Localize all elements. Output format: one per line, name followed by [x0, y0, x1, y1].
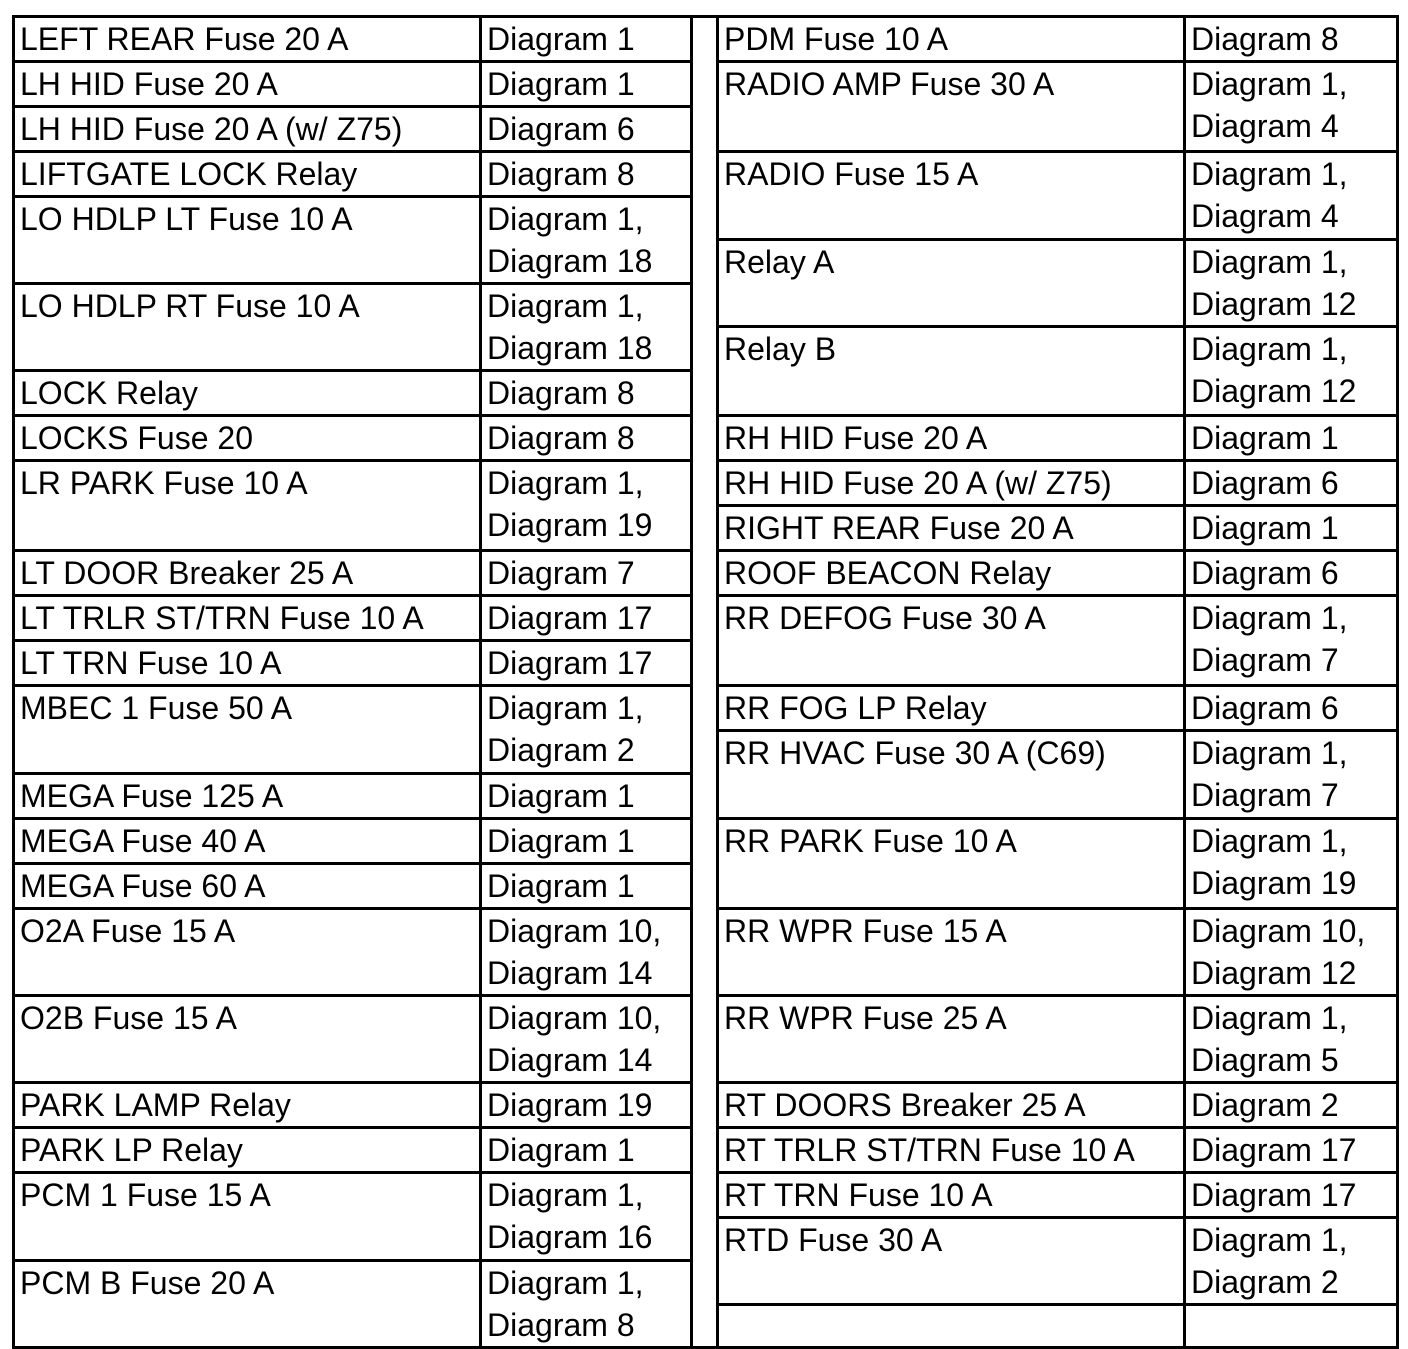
- diagram-ref-line: Diagram 6: [487, 111, 635, 147]
- left-component-name: MBEC 1 Fuse 50 A: [14, 686, 481, 774]
- fuse-index-body: [14, 17, 1398, 1348]
- diagram-ref-line: Diagram 1: [487, 822, 635, 859]
- right-component-name: RR WPR Fuse 15 A: [718, 908, 1185, 995]
- right-diagram-ref: [1185, 17, 1398, 62]
- fuse-index-table: [12, 15, 1399, 1349]
- left-component-name: O2A Fuse 15 A: [14, 908, 481, 995]
- right-component-name: [718, 1304, 1185, 1347]
- right-component-name: Relay B: [718, 326, 1185, 415]
- diagram-ref-line: Diagram 8: [487, 375, 635, 411]
- left-component-name: MEGA Fuse 60 A: [14, 863, 481, 908]
- diagram-ref-line: Diagram 8: [487, 1306, 635, 1343]
- left-component-name: LOCK Relay: [14, 371, 481, 416]
- right-component-name: RR DEFOG Fuse 30 A: [718, 596, 1185, 686]
- diagram-ref-line: Diagram 12: [1191, 954, 1357, 991]
- right-diagram-ref: [1185, 686, 1398, 731]
- diagram-ref-line: Diagram 10,: [1191, 912, 1366, 949]
- diagram-ref-line: Diagram 14: [487, 954, 653, 991]
- left-diagram-ref: [481, 551, 692, 596]
- diagram-ref-line: Diagram 17: [1191, 1131, 1357, 1168]
- diagram-ref-line: Diagram 2: [1191, 1263, 1339, 1300]
- diagram-ref-line: Diagram 1: [487, 1131, 635, 1168]
- diagram-ref-line: Diagram 1,: [1191, 999, 1348, 1036]
- left-component-name: PCM 1 Fuse 15 A: [14, 1172, 481, 1260]
- right-component-name: RR WPR Fuse 25 A: [718, 995, 1185, 1082]
- right-diagram-ref: [1185, 506, 1398, 551]
- left-component-name: MEGA Fuse 125 A: [14, 773, 481, 818]
- right-component-name: RT TRN Fuse 10 A: [718, 1172, 1185, 1217]
- right-diagram-ref: [1185, 239, 1398, 326]
- diagram-ref-line: Diagram 1,: [1191, 330, 1348, 367]
- right-component-name: PDM Fuse 10 A: [718, 17, 1185, 62]
- right-diagram-ref: [1185, 908, 1398, 995]
- left-component-name: PARK LP Relay: [14, 1127, 481, 1172]
- diagram-ref-line: Diagram 19: [487, 1086, 653, 1123]
- diagram-ref-line: Diagram 6: [1191, 555, 1339, 591]
- diagram-ref-line: Diagram 1,: [487, 201, 644, 237]
- diagram-ref-line: Diagram 14: [487, 1041, 653, 1078]
- diagram-ref-line: Diagram 1,: [1191, 822, 1348, 859]
- diagram-ref-line: Diagram 1: [487, 21, 635, 57]
- right-diagram-ref: [1185, 1217, 1398, 1304]
- right-diagram-ref: [1185, 818, 1398, 908]
- right-component-name: RT TRLR ST/TRN Fuse 10 A: [718, 1127, 1185, 1172]
- table-row: [14, 17, 1398, 62]
- diagram-ref-line: Diagram 1,: [487, 465, 644, 501]
- left-diagram-ref: [481, 1260, 692, 1347]
- left-component-name: LO HDLP LT Fuse 10 A: [14, 197, 481, 284]
- right-diagram-ref: [1185, 461, 1398, 506]
- diagram-ref-line: Diagram 2: [1191, 1086, 1339, 1123]
- right-diagram-ref: [1185, 731, 1398, 819]
- left-diagram-ref: [481, 1127, 692, 1172]
- diagram-ref-line: Diagram 1,: [1191, 66, 1348, 102]
- right-diagram-ref: [1185, 995, 1398, 1082]
- right-component-name: RR HVAC Fuse 30 A (C69): [718, 731, 1185, 819]
- right-diagram-ref: [1185, 62, 1398, 152]
- diagram-ref-line: Diagram 12: [1191, 285, 1357, 322]
- diagram-ref-line: Diagram 1,: [1191, 1221, 1348, 1258]
- left-component-name: LO HDLP RT Fuse 10 A: [14, 284, 481, 371]
- right-diagram-ref: [1185, 596, 1398, 686]
- diagram-ref-line: Diagram 7: [487, 555, 635, 591]
- diagram-ref-line: Diagram 2: [487, 732, 635, 768]
- diagram-ref-line: Diagram 4: [1191, 108, 1339, 144]
- diagram-ref-line: Diagram 1,: [487, 1176, 644, 1213]
- left-diagram-ref: [481, 284, 692, 371]
- right-component-name: RR FOG LP Relay: [718, 686, 1185, 731]
- diagram-ref-line: Diagram 5: [1191, 1041, 1339, 1078]
- right-component-name: RADIO Fuse 15 A: [718, 152, 1185, 240]
- right-diagram-ref: [1185, 1172, 1398, 1217]
- left-component-name: LT DOOR Breaker 25 A: [14, 551, 481, 596]
- diagram-ref-line: Diagram 1,: [1191, 735, 1348, 771]
- left-component-name: PCM B Fuse 20 A: [14, 1260, 481, 1347]
- right-diagram-ref: [1185, 416, 1398, 461]
- left-component-name: LOCKS Fuse 20: [14, 416, 481, 461]
- diagram-ref-line: Diagram 19: [487, 507, 653, 543]
- diagram-ref-line: Diagram 6: [1191, 465, 1339, 501]
- diagram-ref-line: Diagram 1: [487, 867, 635, 904]
- diagram-ref-line: Diagram 4: [1191, 198, 1339, 234]
- diagram-ref-line: Diagram 1,: [487, 288, 644, 324]
- diagram-ref-line: Diagram 16: [487, 1218, 653, 1255]
- right-diagram-ref: [1185, 1304, 1398, 1347]
- right-component-name: RTD Fuse 30 A: [718, 1217, 1185, 1304]
- left-diagram-ref: [481, 1172, 692, 1260]
- left-diagram-ref: [481, 1082, 692, 1127]
- diagram-ref-line: Diagram 8: [487, 156, 635, 192]
- left-diagram-ref: [481, 197, 692, 284]
- diagram-ref-line: Diagram 7: [1191, 642, 1339, 678]
- diagram-ref-line: Diagram 1,: [1191, 243, 1348, 280]
- left-diagram-ref: [481, 17, 692, 62]
- left-component-name: O2B Fuse 15 A: [14, 995, 481, 1082]
- column-separator: [692, 17, 718, 1348]
- diagram-ref-line: Diagram 19: [1191, 864, 1357, 901]
- left-diagram-ref: [481, 863, 692, 908]
- right-diagram-ref: [1185, 1082, 1398, 1127]
- diagram-ref-line: Diagram 8: [487, 420, 635, 456]
- left-diagram-ref: [481, 107, 692, 152]
- left-component-name: MEGA Fuse 40 A: [14, 818, 481, 863]
- diagram-ref-line: Diagram 8: [1191, 21, 1339, 57]
- diagram-ref-line: Diagram 10,: [487, 912, 662, 949]
- diagram-ref-line: Diagram 1,: [487, 1264, 644, 1301]
- diagram-ref-line: Diagram 1: [487, 777, 635, 814]
- right-component-name: RIGHT REAR Fuse 20 A: [718, 506, 1185, 551]
- left-component-name: LH HID Fuse 20 A (w/ Z75): [14, 107, 481, 152]
- right-component-name: RH HID Fuse 20 A: [718, 416, 1185, 461]
- left-component-name: LEFT REAR Fuse 20 A: [14, 17, 481, 62]
- left-component-name: LT TRLR ST/TRN Fuse 10 A: [14, 596, 481, 641]
- left-diagram-ref: [481, 416, 692, 461]
- left-component-name: LH HID Fuse 20 A: [14, 62, 481, 107]
- diagram-ref-line: Diagram 17: [487, 600, 653, 636]
- diagram-ref-line: Diagram 1,: [487, 690, 644, 726]
- diagram-ref-line: Diagram 1: [487, 66, 635, 102]
- diagram-ref-line: Diagram 6: [1191, 690, 1339, 726]
- right-diagram-ref: [1185, 152, 1398, 240]
- left-diagram-ref: [481, 371, 692, 416]
- diagram-ref-line: Diagram 7: [1191, 777, 1339, 813]
- left-diagram-ref: [481, 62, 692, 107]
- diagram-ref-line: Diagram 17: [487, 645, 653, 681]
- left-diagram-ref: [481, 686, 692, 774]
- left-diagram-ref: [481, 596, 692, 641]
- left-component-name: LR PARK Fuse 10 A: [14, 461, 481, 551]
- left-component-name: PARK LAMP Relay: [14, 1082, 481, 1127]
- right-component-name: RT DOORS Breaker 25 A: [718, 1082, 1185, 1127]
- left-component-name: LT TRN Fuse 10 A: [14, 641, 481, 686]
- left-diagram-ref: [481, 461, 692, 551]
- diagram-ref-line: Diagram 12: [1191, 372, 1357, 409]
- right-diagram-ref: [1185, 551, 1398, 596]
- diagram-ref-line: Diagram 18: [487, 330, 653, 366]
- diagram-ref-line: Diagram 1: [1191, 510, 1339, 546]
- left-diagram-ref: [481, 773, 692, 818]
- diagram-ref-line: Diagram 18: [487, 243, 653, 279]
- right-component-name: Relay A: [718, 239, 1185, 326]
- diagram-ref-line: Diagram 1,: [1191, 156, 1348, 192]
- right-diagram-ref: [1185, 1127, 1398, 1172]
- diagram-ref-line: Diagram 1,: [1191, 600, 1348, 636]
- left-diagram-ref: [481, 818, 692, 863]
- diagram-ref-line: Diagram 10,: [487, 999, 662, 1036]
- left-diagram-ref: [481, 641, 692, 686]
- left-component-name: LIFTGATE LOCK Relay: [14, 152, 481, 197]
- diagram-ref-line: Diagram 17: [1191, 1176, 1357, 1213]
- right-component-name: RADIO AMP Fuse 30 A: [718, 62, 1185, 152]
- right-component-name: RH HID Fuse 20 A (w/ Z75): [718, 461, 1185, 506]
- left-diagram-ref: [481, 908, 692, 995]
- right-component-name: RR PARK Fuse 10 A: [718, 818, 1185, 908]
- right-component-name: ROOF BEACON Relay: [718, 551, 1185, 596]
- left-diagram-ref: [481, 152, 692, 197]
- left-diagram-ref: [481, 995, 692, 1082]
- right-diagram-ref: [1185, 326, 1398, 415]
- diagram-ref-line: Diagram 1: [1191, 420, 1339, 456]
